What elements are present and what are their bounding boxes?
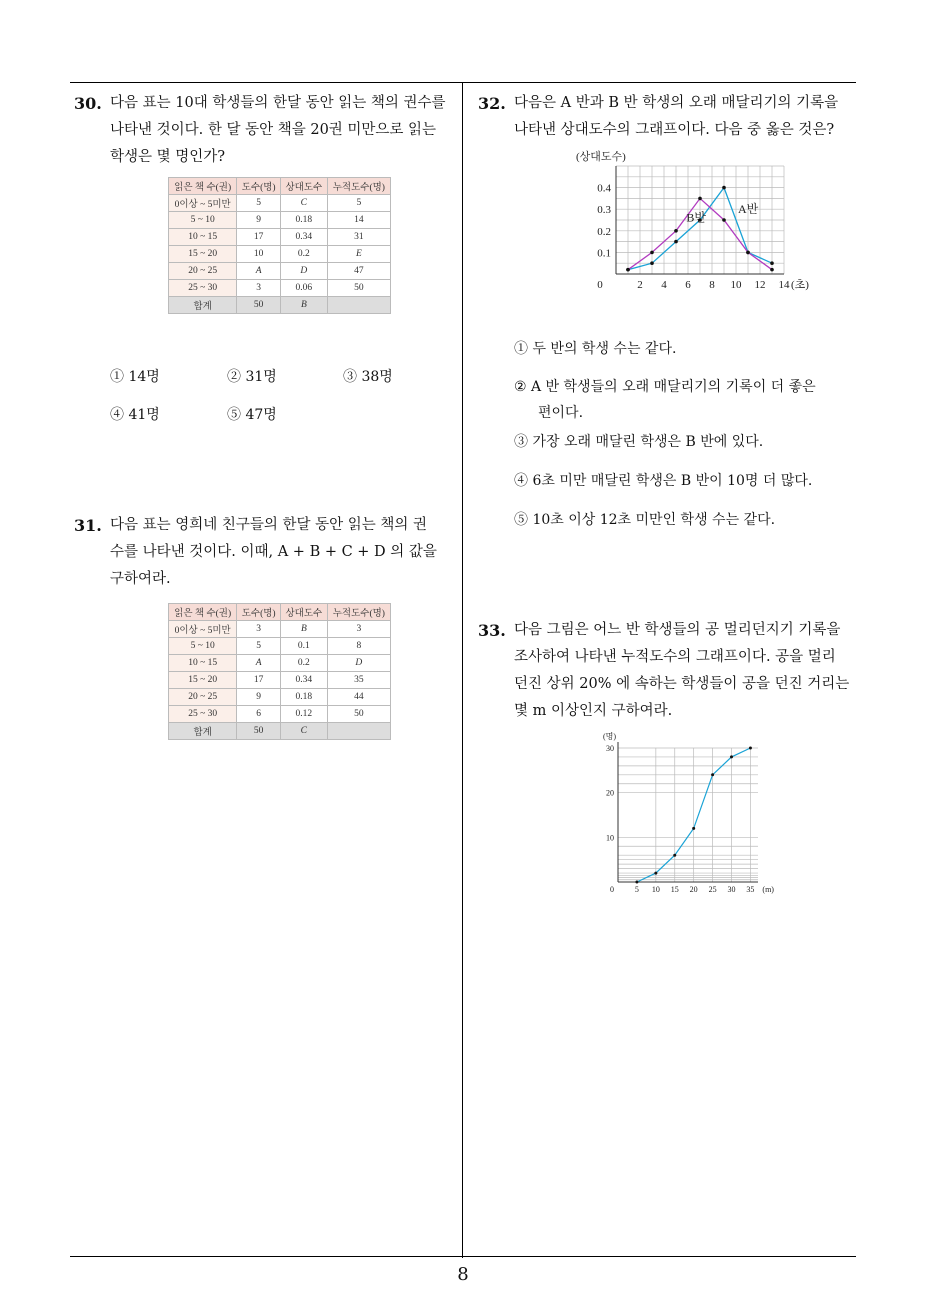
x-tick-label: 0 — [597, 279, 603, 291]
table-header: 읽은 책 수(권) — [169, 178, 237, 195]
table-cell: 10 — [237, 246, 281, 263]
question-line: 구하여라. — [110, 571, 171, 587]
variable-d: D — [300, 266, 308, 276]
question-number: 30. — [74, 94, 102, 113]
table-cell: 합계 — [169, 723, 237, 740]
option-2[interactable]: ② A 반 학생들의 오래 매달리기의 기록이 더 좋은 — [514, 379, 816, 395]
table-cell — [237, 263, 281, 280]
table-header: 누적도수(명) — [327, 178, 390, 195]
table-cell: 0이상 ~ 5미만 — [169, 195, 237, 212]
table-cell: 0이상 ~ 5미만 — [169, 621, 237, 638]
x-tick-label: 14 — [778, 279, 790, 291]
table-row — [169, 655, 391, 672]
x-tick-label: 10 — [730, 279, 742, 291]
data-point — [770, 261, 774, 265]
data-point — [650, 251, 654, 255]
table-cell: 3 — [237, 280, 281, 297]
table-cell: 5 — [327, 195, 390, 212]
x-tick-label: 10 — [651, 885, 660, 894]
table-cell: 25 ~ 30 — [169, 280, 237, 297]
table-cell: 5 — [237, 195, 281, 212]
table-cell: 14 — [327, 212, 390, 229]
x-tick-label: 25 — [708, 885, 717, 894]
question-31 — [74, 512, 458, 593]
y-axis-label: (상대도수) — [576, 151, 626, 163]
data-point — [654, 872, 657, 875]
table-total-row — [169, 723, 391, 740]
question-line: 다음은 A 반과 B 반 학생의 오래 매달리기의 기록을 — [514, 95, 839, 111]
table-cell: 50 — [327, 706, 390, 723]
x-tick-label: 4 — [661, 279, 667, 291]
y-tick-label: 30 — [606, 744, 614, 753]
question-number: 31. — [74, 516, 102, 535]
table-cell: 44 — [327, 689, 390, 706]
table-cell: 5 ~ 10 — [169, 638, 237, 655]
table-row — [169, 621, 391, 638]
data-point — [749, 747, 752, 750]
frequency-table-30 — [168, 177, 391, 314]
question-line: 학생은 몇 명인가? — [110, 149, 226, 165]
table-cell: 15 ~ 20 — [169, 246, 237, 263]
variable-b: B — [300, 300, 307, 310]
question-number: 32. — [478, 94, 506, 113]
table-cell: 8 — [327, 638, 390, 655]
table-header: 누적도수(명) — [327, 604, 390, 621]
option-5[interactable]: ⑤ 47명 — [227, 407, 277, 423]
variable-b: B — [300, 624, 307, 634]
table-header: 읽은 책 수(권) — [169, 604, 237, 621]
table-cell — [281, 263, 328, 280]
table-cell: 합계 — [169, 297, 237, 314]
data-point — [626, 268, 630, 272]
data-point — [635, 881, 638, 884]
relative-frequency-chart — [570, 146, 810, 294]
data-point — [673, 854, 676, 857]
table-cell: 47 — [327, 263, 390, 280]
table-cell — [237, 655, 281, 672]
table-header: 도수(명) — [237, 178, 281, 195]
data-point — [711, 773, 714, 776]
option-1[interactable]: ① 두 반의 학생 수는 같다. — [514, 341, 677, 357]
x-tick-label: 30 — [727, 885, 736, 894]
question-line: 다음 표는 영희네 친구들의 한달 동안 읽는 책의 권 — [110, 517, 428, 533]
x-axis-label: (m) — [762, 885, 774, 894]
data-point — [722, 186, 726, 190]
table-cell: 50 — [237, 723, 281, 740]
table-cell: 0.1 — [281, 638, 328, 655]
table-cell: 25 ~ 30 — [169, 706, 237, 723]
table-cell: 9 — [237, 689, 281, 706]
table-total-row — [169, 297, 391, 314]
table-cell — [281, 297, 328, 314]
cumulative-frequency-chart — [600, 730, 800, 896]
table-cell: 17 — [237, 229, 281, 246]
data-point — [722, 218, 726, 222]
column-divider — [462, 82, 463, 1258]
data-point — [650, 261, 654, 265]
question-line: 나타낸 상대도수의 그래프이다. 다음 중 옳은 것은? — [514, 122, 835, 138]
question-line: 수를 나타낸 것이다. 이때, A + B + C + D 의 값을 — [110, 544, 437, 560]
page-number: 8 — [457, 1264, 469, 1285]
table-row — [169, 263, 391, 280]
table-cell: 3 — [237, 621, 281, 638]
y-tick-label: 0.2 — [597, 225, 611, 238]
variable-c: C — [300, 198, 308, 208]
table-row — [169, 638, 391, 655]
x-tick-label: 35 — [746, 885, 755, 894]
table-cell: 50 — [237, 297, 281, 314]
data-point — [730, 755, 733, 758]
y-tick-label: 0.3 — [597, 204, 611, 217]
question-line: 던진 상위 20% 에 속하는 학생들이 공을 던진 거리는 — [514, 676, 850, 692]
question-line: 조사하여 나타낸 누적도수의 그래프이다. 공을 멀리 — [514, 649, 836, 665]
table-cell: 6 — [237, 706, 281, 723]
table-cell: 35 — [327, 672, 390, 689]
table-cell: 3 — [327, 621, 390, 638]
question-line: 나타낸 것이다. 한 달 동안 책을 20권 미만으로 읽는 — [110, 122, 437, 138]
table-cell: 10 ~ 15 — [169, 229, 237, 246]
question-line: 몇 m 이상인지 구하여라. — [514, 703, 673, 719]
data-point — [770, 268, 774, 272]
data-point — [674, 240, 678, 244]
table-cell: 0.2 — [281, 246, 328, 263]
table-cell: 0.34 — [281, 229, 328, 246]
table-cell — [327, 297, 390, 314]
x-tick-label: 2 — [637, 279, 643, 291]
variable-e: E — [355, 249, 362, 259]
data-point — [674, 229, 678, 233]
table-header: 상대도수 — [281, 604, 328, 621]
variable-a: A — [255, 266, 262, 276]
table-cell: 0.18 — [281, 212, 328, 229]
data-point — [698, 197, 702, 201]
y-tick-label: 0.4 — [597, 182, 611, 195]
question-text — [514, 617, 862, 725]
table-cell — [327, 723, 390, 740]
option-2[interactable]: ② 31명 — [227, 369, 277, 385]
x-tick-label: 0 — [610, 885, 614, 894]
table-row — [169, 246, 391, 263]
y-axis-label: (명) — [602, 732, 616, 741]
x-tick-label: 6 — [685, 279, 691, 291]
table-cell: 50 — [327, 280, 390, 297]
x-axis-label: (초) — [791, 279, 809, 291]
question-33 — [478, 617, 862, 725]
question-number: 33. — [478, 621, 506, 640]
x-tick-label: 12 — [754, 279, 766, 291]
question-text — [110, 90, 458, 171]
series-label: A반 — [738, 202, 759, 217]
x-tick-label: 20 — [689, 885, 698, 894]
variable-a: A — [255, 658, 262, 668]
table-row — [169, 706, 391, 723]
table-header: 도수(명) — [237, 604, 281, 621]
y-tick-label: 0.1 — [597, 247, 611, 260]
data-point — [692, 827, 695, 830]
series-label: B반 — [686, 210, 707, 225]
option-3[interactable]: ③ 38명 — [343, 369, 393, 385]
table-row — [169, 195, 391, 212]
table-cell: 0.2 — [281, 655, 328, 672]
question-text — [514, 90, 862, 144]
table-cell: 0.18 — [281, 689, 328, 706]
option-2-cont: 편이다. — [538, 405, 584, 421]
x-tick-label: 5 — [634, 885, 639, 894]
table-cell — [327, 655, 390, 672]
table-cell: 15 ~ 20 — [169, 672, 237, 689]
table-cell: 9 — [237, 212, 281, 229]
table-header: 상대도수 — [281, 178, 328, 195]
x-tick-label: 8 — [709, 279, 715, 291]
table-cell: 10 ~ 15 — [169, 655, 237, 672]
table-row — [169, 689, 391, 706]
question-line: 다음 그림은 어느 반 학생들의 공 멀리던지기 기록을 — [514, 622, 841, 638]
question-line: 다음 표는 10대 학생들의 한달 동안 읽는 책의 권수를 — [110, 95, 446, 111]
variable-c: C — [300, 726, 308, 736]
table-cell: 5 ~ 10 — [169, 212, 237, 229]
option-1[interactable]: ① 14명 — [110, 369, 160, 385]
table-cell: 31 — [327, 229, 390, 246]
question-30 — [74, 90, 458, 171]
question-32 — [478, 90, 862, 144]
option-4[interactable]: ④ 41명 — [110, 407, 160, 423]
frequency-table-31 — [168, 603, 391, 740]
option-5[interactable]: ⑤ 10초 이상 12초 미만인 학생 수는 같다. — [514, 512, 776, 528]
table-cell — [281, 723, 328, 740]
question-text — [110, 512, 458, 593]
table-row — [169, 672, 391, 689]
top-rule — [70, 82, 856, 83]
table-row — [169, 212, 391, 229]
option-4[interactable]: ④ 6초 미만 매달린 학생은 B 반이 10명 더 많다. — [514, 473, 813, 489]
data-point — [746, 251, 750, 255]
x-tick-label: 15 — [670, 885, 679, 894]
table-cell — [327, 246, 390, 263]
table-cell: 0.34 — [281, 672, 328, 689]
variable-d: D — [355, 658, 363, 668]
table-cell — [281, 195, 328, 212]
y-tick-label: 20 — [606, 788, 614, 798]
bottom-rule — [70, 1256, 856, 1257]
table-cell: 0.12 — [281, 706, 328, 723]
table-row — [169, 229, 391, 246]
table-cell: 0.06 — [281, 280, 328, 297]
table-cell: 20 ~ 25 — [169, 689, 237, 706]
table-row — [169, 280, 391, 297]
table-cell: 5 — [237, 638, 281, 655]
table-cell: 20 ~ 25 — [169, 263, 237, 280]
table-cell: 17 — [237, 672, 281, 689]
y-tick-label: 10 — [606, 833, 614, 843]
table-cell — [281, 621, 328, 638]
option-3[interactable]: ③ 가장 오래 매달린 학생은 B 반에 있다. — [514, 434, 764, 450]
